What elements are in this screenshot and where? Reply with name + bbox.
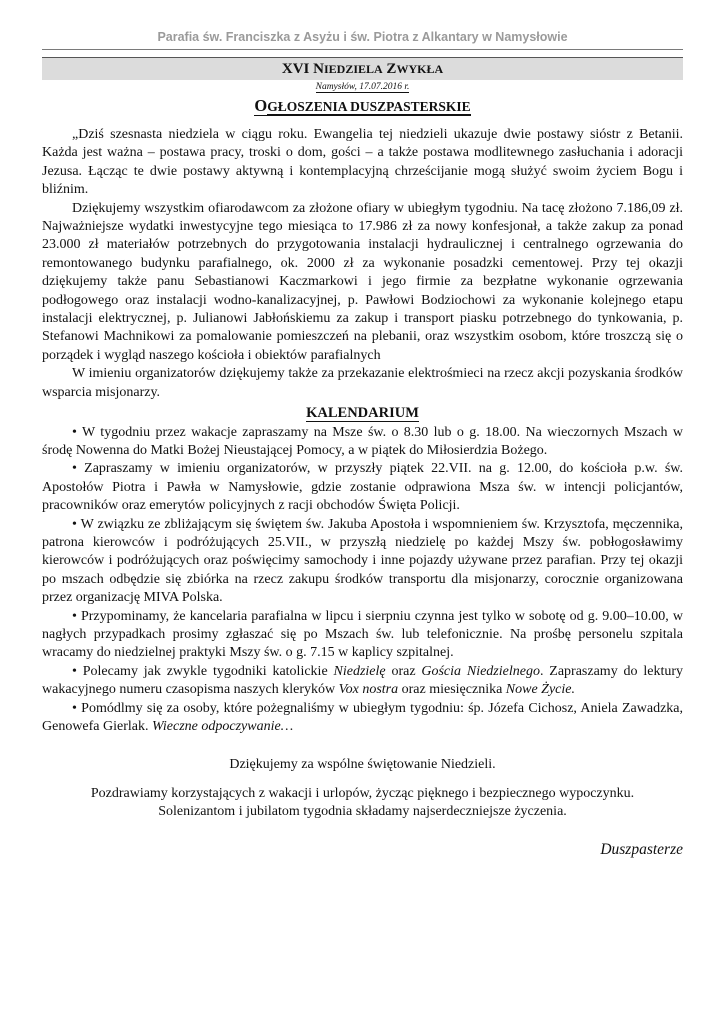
calendar-heading [42,404,683,422]
title-word2-first: Z [386,61,397,77]
text-run: . Zapraszamy do lektury wakacyjnego numeru czasopisma naszych kleryków [42,663,684,698]
main-heading-rest: GŁOSZENIA DUSZPASTERSKIE [267,99,471,114]
closing-line: Solenizantom i jubilatom tygodnia składamy najserdeczniejsze życzenia. [158,804,567,820]
text-run: • Polecamy jak zwykle tygodniki katolickie [72,663,334,679]
date-text: Namysłów, 17.07.2016 r. [315,82,410,92]
text-run: oraz miesięcznika [398,682,506,698]
magazine-title: Vox nostra [338,682,399,698]
parish-header: Parafia św. Franciszka z Asyżu i św. Piotra z Alkantary w Namysłowie [42,30,683,50]
paragraph-gospel: „Dziś szesnasta niedziela w ciągu roku. Ewangelia tej niedzieli ukazuje dwie postawy sióstr z Betanii. Każda jest ważna – postawa pracy, troski o dom, gości – a także postawa modlitewnego zasłuchania i adoracji Jezusa. Łącząc te dwie postawy aktywną i kontemplacyjną chrześcijanie mogą służyć swoim życiem Bogu i bliźnim. [42,127,683,198]
closing-line: Dziękujemy za wspólne świętowanie Niedzieli. [229,757,496,773]
text-run: oraz [385,663,422,679]
calendar-item: • Przypominamy, że kancelaria parafialna w lipcu i sierpniu czynna jest tylko w sobotę od g. 9.00–10.00, w nagłych przypadkach prosimy zgłaszać się po Mszach św. lub telefonicznie. Na prośbę personelu szpitala wracamy do niedzielnej praktyki Mszy św. o g. 7.15 w kaplicy szpitalnej. [42,608,683,661]
title-word1-rest: IEDZIELA [323,62,383,76]
paragraph-thanks: Dziękujemy wszystkim ofiarodawcom za złożone ofiary w ubiegłym tygodniu. Na tacę złożono 7.186,09 zł. Najważniejsze wydatki inwestycyjne tego miesiąca to 17.986 zł za nowy konfesjonał, a także zakup za ponad 23.000 zł materiałów potrzebnych do przygotowania instalacji hydraulicznej i centralnego ogrzewania do remontowanego budynku parafialnego, ok. 2000 zł za wykonanie posadzki cementowej. Przy tej okazji dziękujemy także panu Sebastianowi Kaczmarkowi i jego firmie za bezpłatne wykonanie ogrzewania podłogowego oraz instalacji wodno-kanalizacyjnej, p. Pawłowi Bodziochowi za wykonanie kolejnego etapu instalacji elektrycznej, p. Julianowi Jabłońskiemu za zakup i transport piasku potrzebnego do tynkowania, p. Stefanowi Machnikowi za pomalowanie pomieszczeń na plebanii, oraz wszystkim osobom, które troszczą się o porządek i wygląd naszego kościoła i obiektów parafialnych [42,200,683,363]
prayer-phrase: Wieczne odpoczywanie… [152,719,294,734]
calendar-item: • W tygodniu przez wakacje zapraszamy na Msze św. o 8.30 lub o g. 18.00. Na wieczornych Mszach w środę Nowenna do Matki Bożej Nieustającej Pomocy, a w piątek do Miłosierdzia Bożego. [42,424,683,458]
text-run: • Pomódlmy się za osoby, które pożegnaliśmy w ubiegłym tygodniu: śp. Józefa Cichosz, Aniela Zawadzka, Genowefa Gierlak. [42,700,683,734]
calendar-heading-text: KALENDARIUM [306,405,419,422]
closing-line: Pozdrawiamy korzystających z wakacji i urlopów, życząc pięknego i bezpiecznego wypoczynku. [90,785,635,801]
calendar-item-prayer [42,700,683,737]
date-line [42,82,683,92]
main-heading [42,96,683,116]
announcements-body [42,126,683,736]
magazine-title: Niedzielę [333,663,386,679]
calendar-item: • Zapraszamy w imieniu organizatorów, w przyszły piątek 22.VII. na g. 12.00, do kościoła p.w. św. Apostołów Piotra i Pawła w Namysłowie, gdzie zostanie odprawiona Msza św. w intencji policjantów, pracowników oraz emerytów policyjnych z racji obchodów Święta Policji. [42,461,683,514]
main-heading-lead: O [254,96,268,115]
calendar-item-magazines [42,663,683,700]
signature: Duszpasterze [600,840,683,858]
main-heading-text [254,96,470,116]
calendar-item: • W związku ze zbliżającym się świętem św. Jakuba Apostoła i wspomnieniem św. Krzysztofa, męczennika, patrona kierowców i podróżujących 25.VII., w przyszłą niedzielę po każdej Mszy św. pobłogosławimy kierowców i podróżujących oraz poświęcimy samochody i inne pojazdy używane przez parafian. Przy tej okazji po mszach odbędzie się zbiórka na rzecz zakupu środków transportu dla misjonarzy, corocznie organizowana przez organizację MIVA Polska. [42,516,683,606]
bulletin-page [42,30,683,859]
closing-block [42,756,683,821]
title-word2-rest: WYKŁA [396,62,444,76]
magazine-title: Nowe Życie. [505,682,576,698]
paragraph-electrowaste: W imieniu organizatorów dziękujemy także za przekazanie elektrośmieci na rzecz akcji pozyskania środków wsparcia misjonarzy. [42,366,683,400]
magazine-title: Gościa Niedzielnego [421,663,540,679]
sunday-title [42,57,683,80]
title-lead: XVI N [281,61,324,77]
